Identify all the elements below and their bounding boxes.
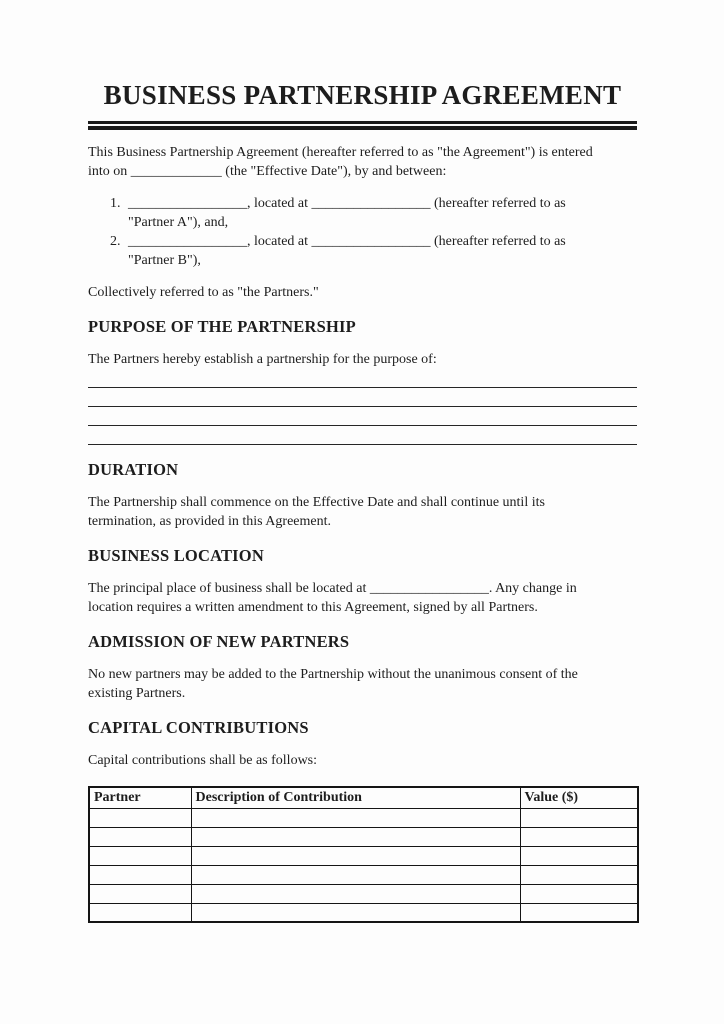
table-cell-empty[interactable] (89, 903, 191, 922)
table-header-value: Value ($) (520, 787, 638, 808)
party-item-a (110, 194, 637, 232)
section-heading-business-location: BUSINESS LOCATION (88, 546, 264, 565)
table-cell-empty[interactable] (191, 808, 520, 827)
capital-contributions-body: Capital contributions shall be as follows: (88, 753, 318, 768)
table-row (89, 865, 638, 884)
table-cell-empty[interactable] (89, 846, 191, 865)
table-cell-empty[interactable] (520, 846, 638, 865)
section-heading-capital-contributions: CAPITAL CONTRIBUTIONS (88, 718, 309, 737)
table-cell-empty[interactable] (520, 884, 638, 903)
table-cell-empty[interactable] (89, 827, 191, 846)
table-cell-empty[interactable] (520, 903, 638, 922)
table-header-description: Description of Contribution (191, 787, 520, 808)
party-text (128, 194, 637, 232)
table-header-row (89, 787, 638, 808)
table-header-partner: Partner (89, 787, 191, 808)
section-heading-purpose: PURPOSE OF THE PARTNERSHIP (88, 317, 356, 336)
table-cell-empty[interactable] (520, 827, 638, 846)
document-title: BUSINESS PARTNERSHIP AGREEMENT (103, 80, 622, 110)
purpose-write-line[interactable] (88, 407, 637, 426)
party-number: 2. (110, 234, 121, 249)
collective-reference-line: Collectively referred to as "the Partners." (88, 285, 319, 300)
party-number: 1. (110, 196, 121, 211)
purpose-write-lines (88, 369, 637, 445)
admission-line: existing Partners. (88, 686, 186, 701)
business-location-body (88, 579, 637, 617)
party-name-location-blanks: _________________, located at _________________ (hereafter referred to as (128, 234, 566, 249)
parties-list (88, 194, 637, 270)
table-row (89, 827, 638, 846)
table-cell-empty[interactable] (191, 903, 520, 922)
party-item-b (110, 232, 637, 270)
table-row (89, 884, 638, 903)
party-text (128, 232, 637, 270)
intro-line-effective-date-blank: into on _____________ (the "Effective Date"), by and between: (88, 164, 447, 179)
admission-line: No new partners may be added to the Partnership without the unanimous consent of the (88, 667, 578, 682)
table-cell-empty[interactable] (191, 827, 520, 846)
duration-line: termination, as provided in this Agreement. (88, 514, 332, 529)
section-heading-duration: DURATION (88, 460, 179, 479)
party-designation: "Partner A"), and, (128, 215, 229, 230)
table-cell-empty[interactable] (89, 865, 191, 884)
purpose-write-line[interactable] (88, 426, 637, 445)
purpose-write-line[interactable] (88, 369, 637, 388)
location-line: location requires a written amendment to this Agreement, signed by all Partners. (88, 600, 538, 615)
purpose-body: The Partners hereby establish a partnership for the purpose of: (88, 352, 437, 367)
table-cell-empty[interactable] (520, 865, 638, 884)
table-cell-empty[interactable] (89, 884, 191, 903)
capital-contributions-table (88, 786, 639, 923)
table-cell-empty[interactable] (191, 884, 520, 903)
party-designation: "Partner B"), (128, 253, 201, 268)
purpose-write-line[interactable] (88, 388, 637, 407)
table-cell-empty[interactable] (191, 846, 520, 865)
intro-paragraph (88, 143, 637, 181)
location-line-address-blank: The principal place of business shall be located at _________________. Any change in (88, 581, 577, 596)
table-row (89, 903, 638, 922)
duration-body (88, 493, 637, 531)
table-cell-empty[interactable] (191, 865, 520, 884)
table-row (89, 846, 638, 865)
admission-body (88, 665, 637, 703)
contrib-table-body (89, 808, 638, 922)
title-double-rule (88, 121, 637, 130)
intro-line: This Business Partnership Agreement (hereafter referred to as "the Agreement") is entered (88, 145, 593, 160)
table-row (89, 808, 638, 827)
table-cell-empty[interactable] (89, 808, 191, 827)
section-heading-admission: ADMISSION OF NEW PARTNERS (88, 632, 350, 651)
duration-line: The Partnership shall commence on the Effective Date and shall continue until its (88, 495, 545, 510)
table-cell-empty[interactable] (520, 808, 638, 827)
party-name-location-blanks: _________________, located at _________________ (hereafter referred to as (128, 196, 566, 211)
